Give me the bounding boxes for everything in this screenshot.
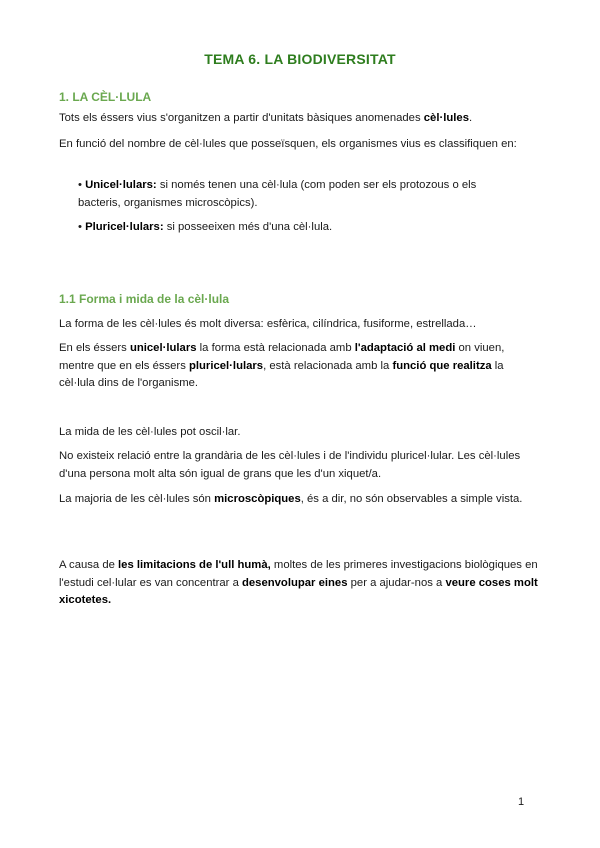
paragraph-microscopic: La majoria de les cèl·lules són microscòpiques, és a dir, no són observables a simple vista. bbox=[59, 493, 523, 505]
paragraph-classification: En funció del nombre de cèl·lules que posseïsquen, els organismes vius es classifiquen en: bbox=[59, 138, 517, 150]
page-number: 1 bbox=[518, 796, 525, 808]
bullet-marker: • bbox=[78, 179, 82, 191]
bullet-marker: • bbox=[78, 221, 82, 233]
section-heading-shape-size: 1.1 Forma i mida de la cèl·lula bbox=[59, 292, 230, 306]
paragraph-limitations: A causa de les limitacions de l'ull humà, moltes de les primeres investigacions biològiques en l'estudi cel·lular es van concentrar a desenvolupar eines per a ajudar-nos a veure coses molt xicotetes. bbox=[59, 559, 538, 606]
paragraph-shape-relation: En els éssers unicel·lulars la forma està relacionada amb l'adaptació al medi on viuen, mentre que en els éssers pluricel·lulars, està relacionada amb la funció que realitza la cèl·lula dins de l'organisme. bbox=[59, 342, 505, 389]
paragraph-size-relation: No existeix relació entre la grandària de les cèl·lules i de l'individu pluricel·lular. Les cèl·lules d'una persona molt alta són igual de grans que les d'un xiquet/a. bbox=[59, 450, 521, 480]
document-title: TEMA 6. LA BIODIVERSITAT bbox=[204, 51, 396, 67]
paragraph-shape: La forma de les cèl·lules és molt diversa: esfèrica, cilíndrica, fusiforme, estrellada… bbox=[59, 318, 477, 330]
paragraph-size: La mida de les cèl·lules pot oscil·lar. bbox=[59, 426, 241, 438]
bullet-multicellular: • Pluricel·lulars: si posseeixen més d'una cèl·lula. bbox=[78, 221, 333, 233]
section-heading-cell: 1. LA CÈL·LULA bbox=[59, 90, 152, 104]
bullet-unicellular: • Unicel·lulars: si només tenen una cèl·lula (com poden ser els protozous o els bacteris, organismes microscòpics). bbox=[78, 179, 477, 209]
paragraph-intro: Tots els éssers vius s'organitzen a partir d'unitats bàsiques anomenades cèl·lules. bbox=[59, 112, 473, 124]
